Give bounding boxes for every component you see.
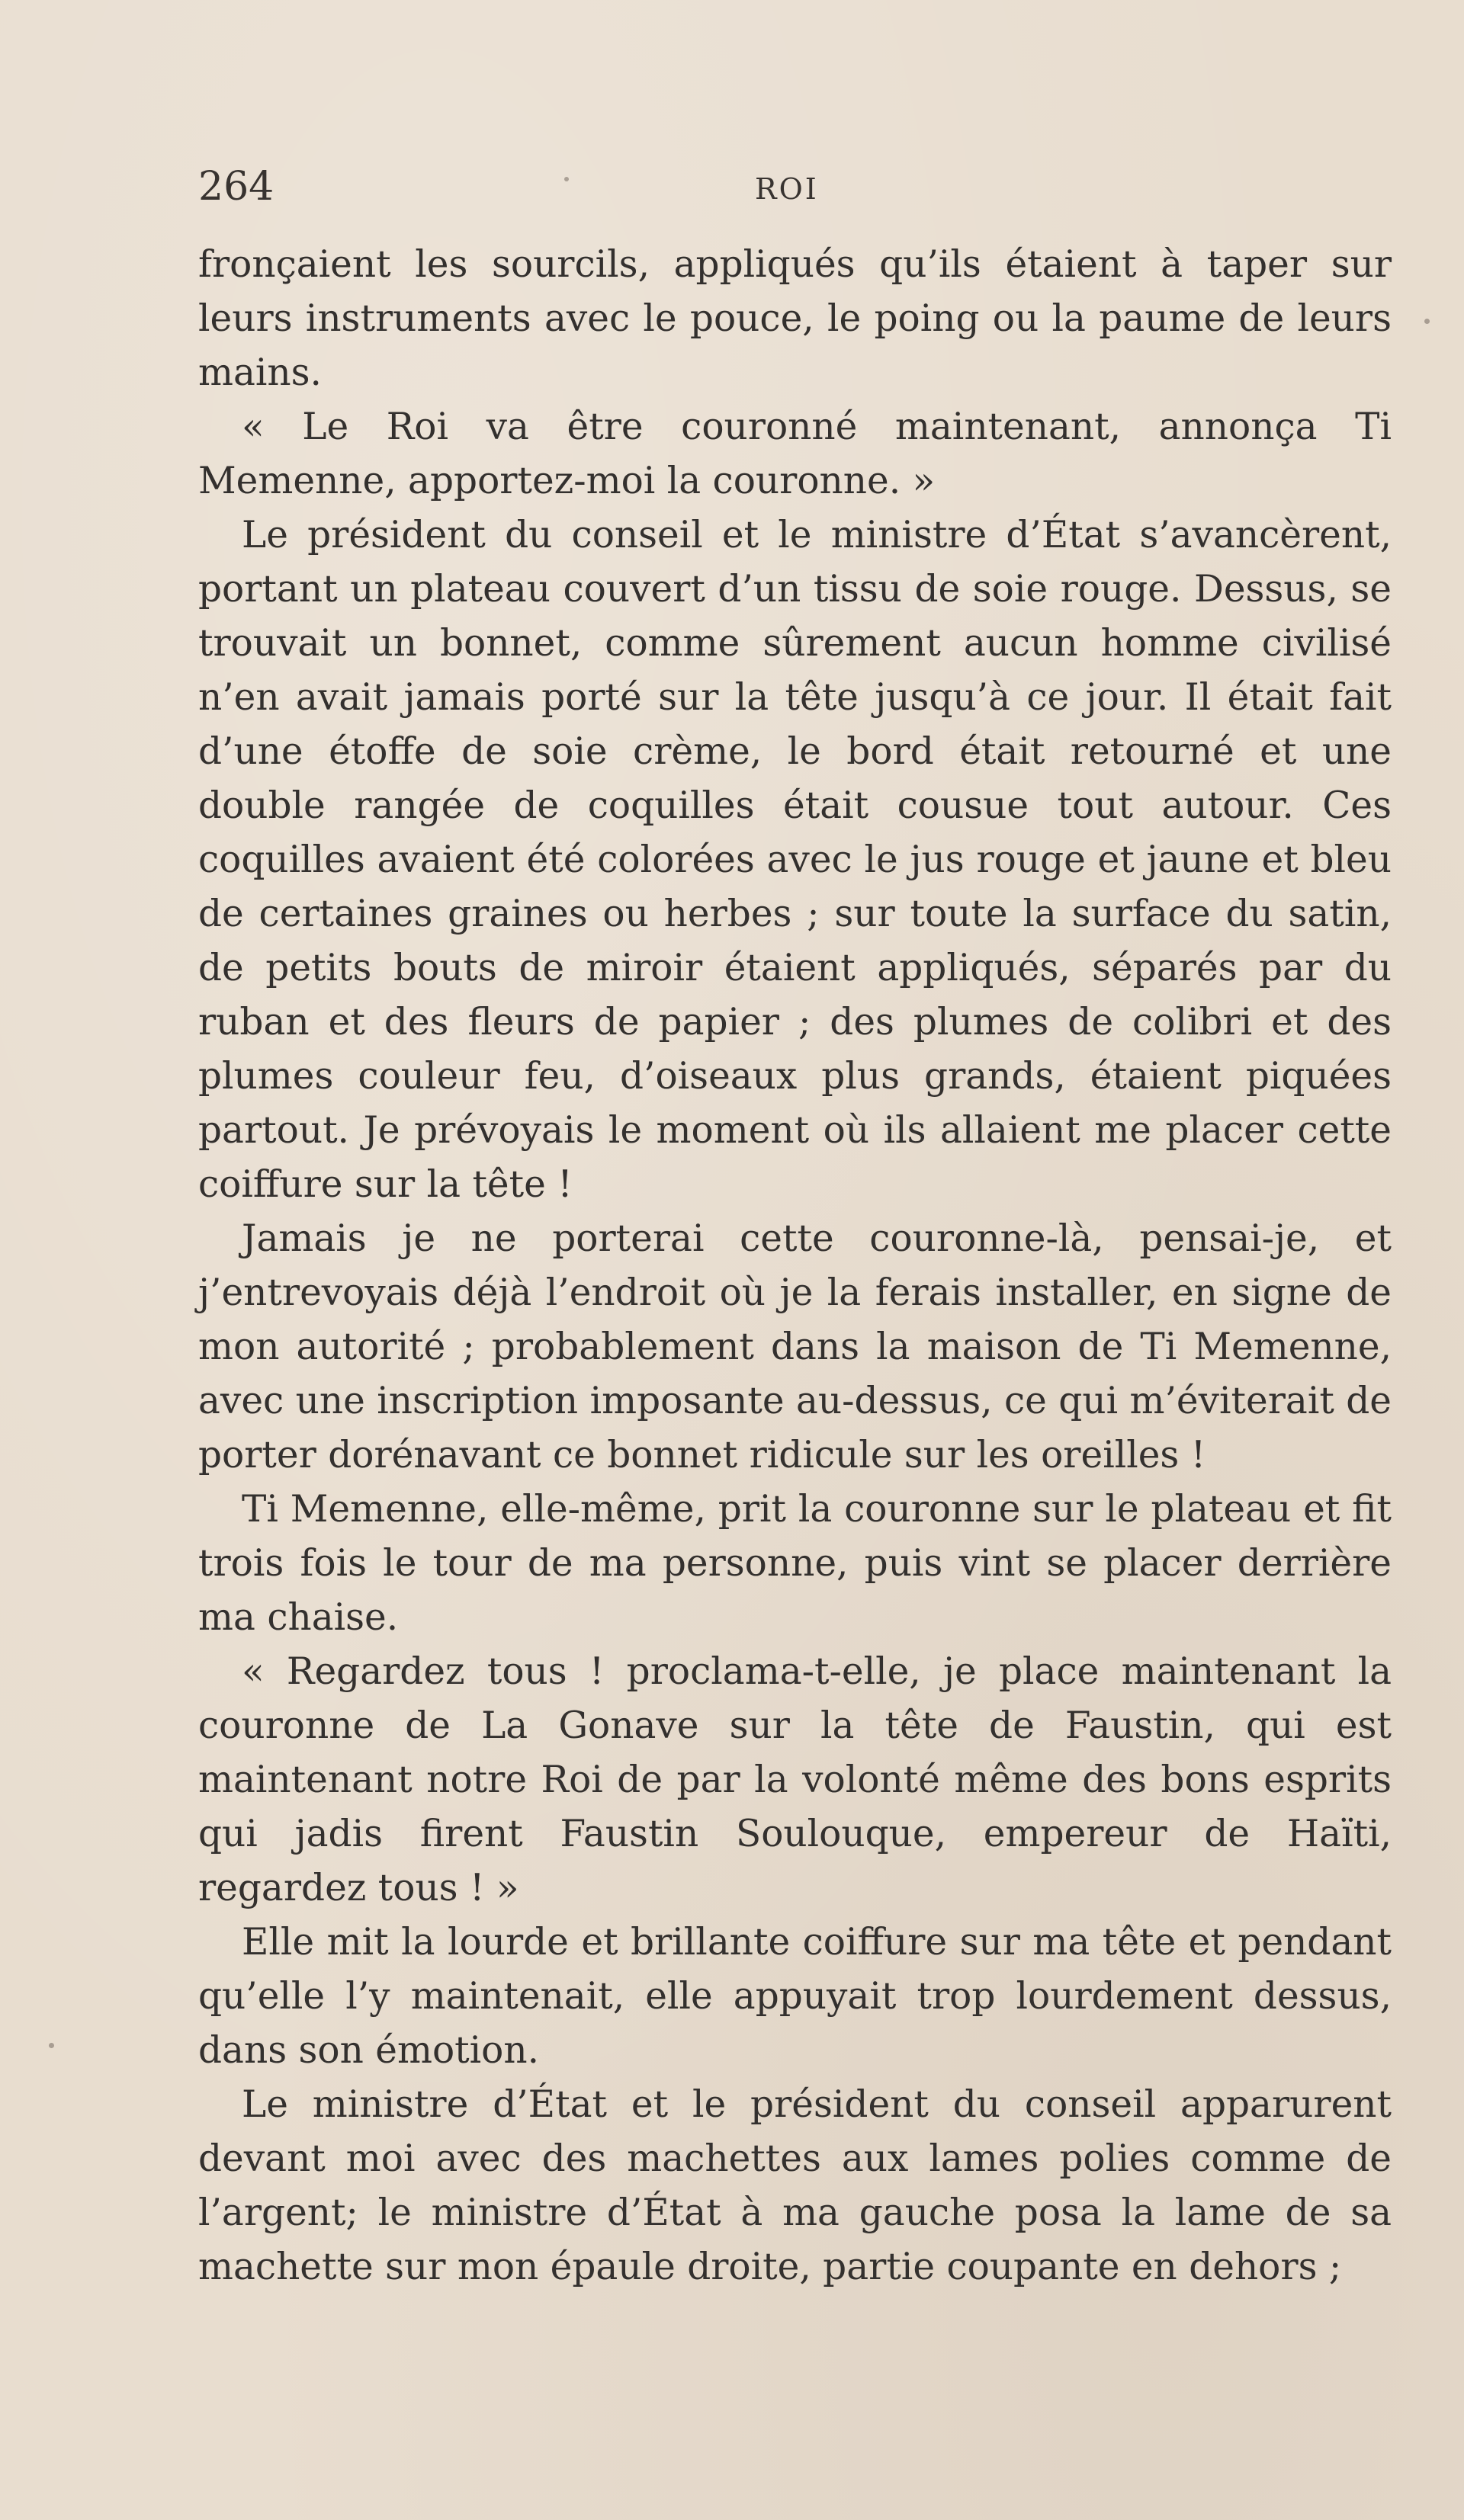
page-header	[198, 160, 1392, 213]
paper-speck	[49, 2043, 54, 2048]
paragraph-machettes: Le ministre d’État et le président du conseil apparurent devant moi avec des machettes aux lames polies comme de l’argent; le ministre d’État à ma gauche posa la lame de sa machette sur mon épaule droite, partie coupante en dehors ;	[198, 2083, 1392, 2288]
paragraph-quote-crowning: « Le Roi va être couronné maintenant, annonça Ti Memenne, apportez-moi la couronne. »	[198, 406, 1392, 502]
paragraph-narrator-thought: Jamais je ne porterai cette couronne-là, pensai-je, et j’entrevoyais déjà l’endroit où je la ferais installer, en signe de mon autorité ; probablement dans la maison de Ti Memenne, avec une inscription imposante au-dessus, ce qui m’éviterait de porter dorénavant ce bonnet ridicule sur les oreilles !	[198, 1217, 1392, 1476]
paragraph-continuation: fronçaient les sourcils, appliqués qu’ils étaient à taper sur leurs instruments avec le pouce, le poing ou la paume de leurs mains.	[198, 243, 1392, 394]
paragraph-coronation: Elle mit la lourde et brillante coiffure sur ma tête et pendant qu’elle l’y maintenait, elle appuyait trop lourdement dessus, dans son émotion.	[198, 1921, 1392, 2072]
running-head: ROI	[755, 172, 819, 206]
paragraph-ti-memenne: Ti Memenne, elle-même, prit la couronne sur le plateau et fit trois fois le tour de ma personne, puis vint se placer derrière ma chaise.	[198, 1488, 1392, 1639]
body-text	[198, 238, 1392, 2294]
paragraph-crown-description: Le président du conseil et le ministre d’État s’avancèrent, portant un plateau couvert d’un tissu de soie rouge. Dessus, se trouvait un bonnet, comme sûrement aucun homme civilisé n’en avait jamais porté sur la tête jusqu’à ce jour. Il était fait d’une étoffe de soie crème, le bord était retourné et une double rangée de coquilles était cousue tout autour. Ces coquilles avaient été colorées avec le jus rouge et jaune et bleu de certaines graines ou herbes ; sur toute la surface du satin, de petits bouts de miroir étaient appliqués, séparés par du ruban et des fleurs de papier ; des plumes de colibri et des plumes couleur feu, d’oiseaux plus grands, étaient piquées partout. Je prévoyais le moment où ils allaient me placer cette coiffure sur la tête !	[198, 514, 1392, 1206]
paper-speck	[1424, 319, 1430, 324]
page-number: 264	[198, 164, 274, 210]
paper-speck	[564, 177, 569, 181]
paragraph-proclamation: « Regardez tous ! proclama-t-elle, je place maintenant la couronne de La Gonave sur la tête de Faustin, qui est maintenant notre Roi de par la volonté même des bons esprits qui jadis firent Faustin Soulouque, empereur de Haïti, regardez tous ! »	[198, 1650, 1392, 1909]
